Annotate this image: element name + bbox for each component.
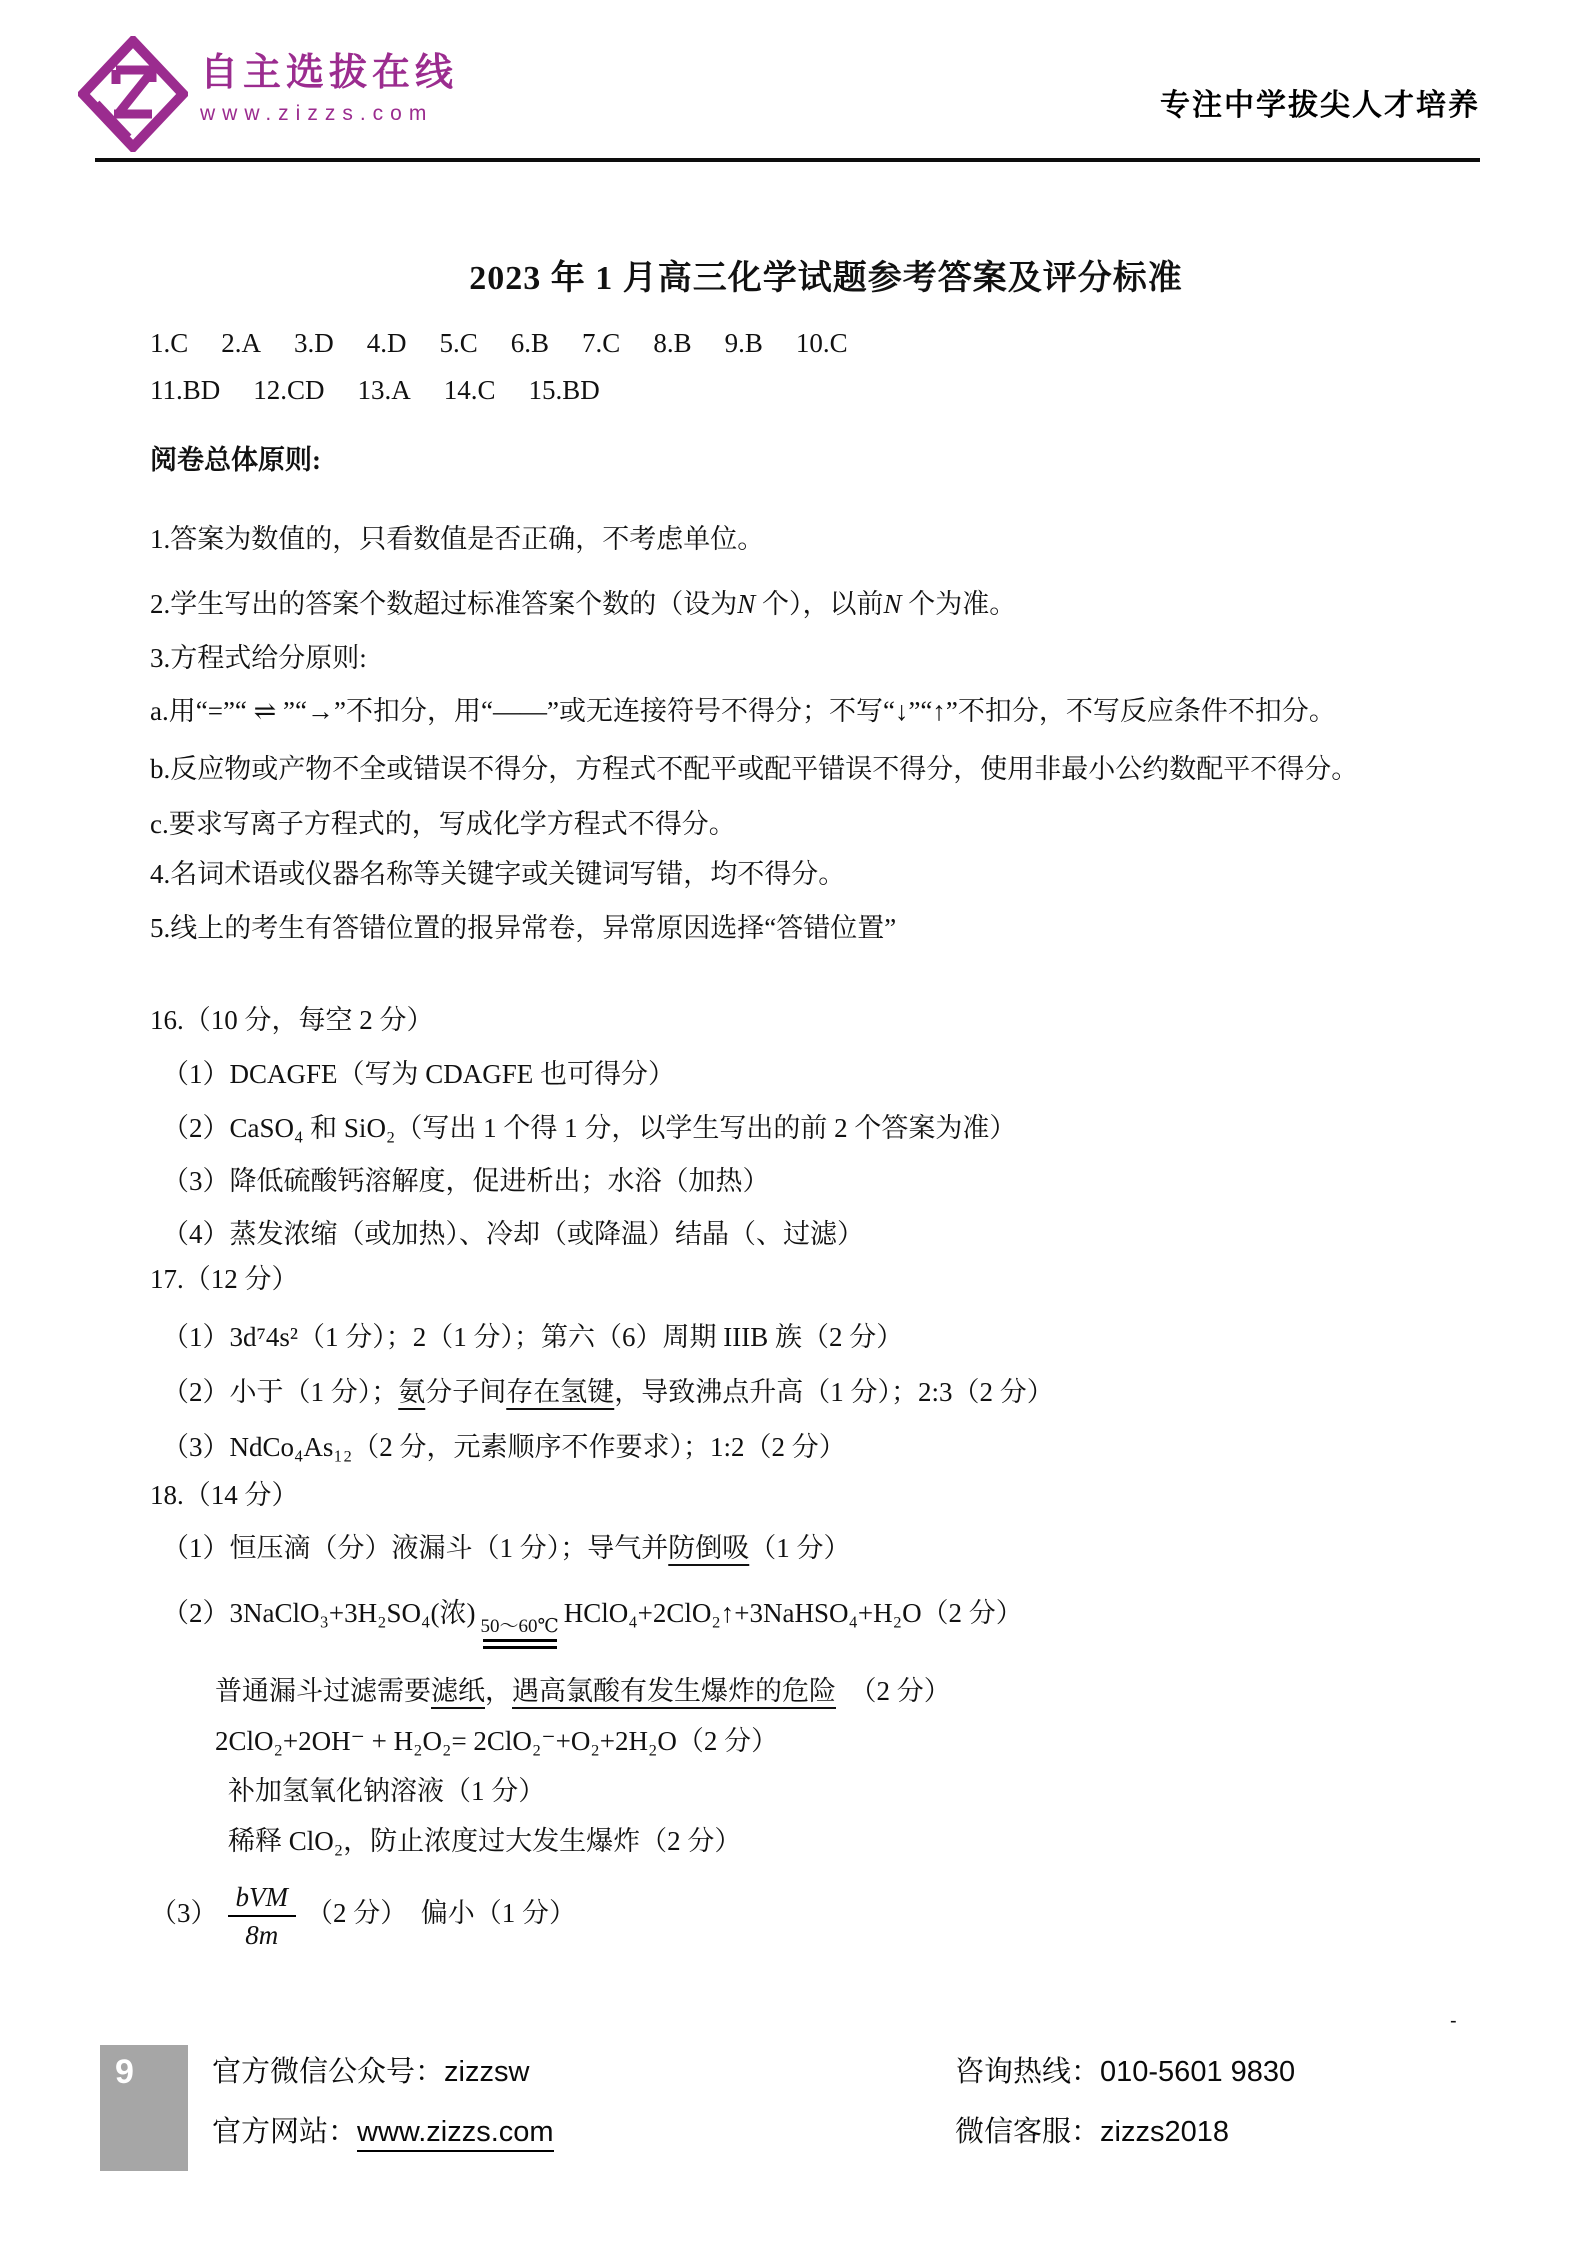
hotline-value: 010-5601 9830 [1100,2056,1296,2088]
reaction-condition: 50～60℃ [480,1616,559,1637]
diamond-logo-icon [78,36,188,152]
underlined-keyword: 遇高氯酸有发生爆炸的危险 [512,1676,836,1706]
q16-item-3: （3）降低硫酸钙溶解度，促进析出；水浴（加热） [162,1166,770,1196]
grading-rule-3c: c.要求写离子方程式的，写成化学方程式不得分。 [150,809,736,839]
header-tagline: 专注中学拔尖人才培养 [1160,89,1480,122]
text-segment: （1）恒压滴（分）液漏斗（1 分）；导气并 [162,1533,669,1563]
underlined-keyword: 存在氢键 [506,1377,615,1407]
header-divider [95,158,1480,162]
answer-item: 14.C [443,375,496,405]
page-number-block [100,2045,188,2171]
equation-right: HClO₄+2ClO₂↑+3NaHSO₄+H₂O（2 分） [563,1598,1023,1628]
brand-text-block [200,36,458,126]
service-value: zizzs2018 [1100,2116,1229,2148]
stray-dash-mark: - [1450,2010,1457,2032]
q18-equation [162,1595,1502,1649]
q18-item-1 [162,1530,1502,1567]
double-bar [483,1639,557,1649]
page-title: 2023 年 1 月高三化学试题参考答案及评分标准 [469,260,1183,297]
answer-item: 12.CD [253,375,325,405]
brand-logo-icon [78,36,188,152]
fraction-numerator: bVM [228,1882,296,1917]
underlined-keyword: 氨 [398,1377,426,1407]
text-segment: 个为准。 [901,589,1017,619]
wechat-value: zizzsw [444,2056,530,2088]
wechat-label: 官方微信公众号： [212,2056,445,2088]
q18-dilute-note: 稀释 ClO₂，防止浓度过大发生爆炸（2 分） [228,1826,742,1856]
document-body [0,256,1587,1950]
answer-item: 2.A [221,328,262,358]
answer-item: 4.D [366,328,407,358]
text-segment: ， [485,1676,512,1706]
footer-service-line [955,2114,1295,2150]
footer-site-line [212,2114,554,2150]
q18-item-3 [150,1882,1502,1950]
q17-item-3: （3）NdCo₄As₁₂（2 分，元素顺序不作要求）；1:2（2 分） [162,1432,846,1462]
answer-item: 7.C [582,328,621,358]
q18-add-naoh: 补加氢氧化钠溶液（1 分） [228,1776,546,1806]
variable-n: N [737,589,756,619]
answer-item: 1.C [150,328,189,358]
brand-url: www.zizzs.com [200,102,434,125]
answer-item: 10.C [795,328,848,358]
fraction [228,1882,296,1950]
answer-item: 8.B [653,328,692,358]
grading-rule-5: 5.线上的考生有答错位置的报异常卷，异常原因选择“答错位置” [150,913,897,943]
underlined-keyword: 滤纸 [431,1676,485,1706]
item-label: （3） [150,1898,218,1929]
answer-item: 13.A [357,375,411,405]
variable-n: N [883,589,902,619]
answer-item: 15.BD [528,375,600,405]
grading-rule-3b: b.反应物或产物不全或错误不得分，方程式不配平或配平错误不得分，使用非最小公约数配平不得分。 [150,754,1359,784]
answer-row-1 [150,328,1502,359]
text-segment: 分子间 [425,1377,507,1407]
page-header [0,0,1587,152]
footer-right-column [955,2054,1295,2150]
text-segment: ，导致沸点升高（1 分）；2:3（2 分） [614,1377,1054,1407]
text-segment: （2）小于（1 分）； [162,1377,399,1407]
page-number: 9 [115,2053,134,2091]
equation-left: （2）3NaClO₃+3H₂SO₄(浓) [162,1598,476,1628]
grading-rule-1: 1.答案为数值的，只看数值是否正确，不考虑单位。 [150,524,765,554]
text-segment: 个），以前 [755,589,884,619]
q16-item-2: （2）CaSO₄ 和 SiO₂（写出 1 个得 1 分，以学生写出的前 2 个答案为准） [162,1113,1017,1143]
fraction-denominator: 8m [245,1920,279,1950]
site-label: 官方网站： [212,2116,358,2148]
q17-item-2 [162,1374,1502,1411]
footer-wechat-line [212,2054,554,2090]
brand-name: 自主选拔在线 [200,52,459,94]
answer-item: 5.C [439,328,478,358]
underlined-keyword: 防倒吸 [668,1533,750,1563]
answer-item: 11.BD [150,375,221,405]
answer-item: 3.D [294,328,334,358]
answer-item: 6.B [510,328,550,358]
text-segment: （1 分） [749,1533,851,1563]
q18-filter-note [215,1673,1502,1710]
footer-hotline-line [955,2054,1295,2090]
text-segment: （2 分） 偏小（1 分） [305,1898,576,1929]
grading-heading: 阅卷总体原则: [150,445,321,475]
reaction-condition-arrow [480,1616,558,1649]
grading-rule-4: 4.名词术语或仪器名称等关键字或关键词写错，均不得分。 [150,859,846,889]
q18-ionic-equation: 2ClO₂+2OH⁻ + H₂O₂= 2ClO₂⁻+O₂+2H₂O（2 分） [215,1726,779,1756]
q17-heading: 17.（12 分） [150,1264,299,1294]
site-link[interactable]: www.zizzs.com [357,2116,554,2152]
q16-item-1: （1）DCAGFE（写为 CDAGFE 也可得分） [162,1059,676,1089]
answer-row-2 [150,375,1502,406]
grading-rule-3a: a.用“=”“ ⇌ ”“→”不扣分，用“——”或无连接符号不得分；不写“↓”“↑”不扣分，不写反应条件不扣分。 [150,696,1336,726]
q16-item-4: （4）蒸发浓缩（或加热）、冷却（或降温）结晶（、过滤） [162,1219,864,1249]
q17-item-1: （1）3d⁷4s²（1 分）；2（1 分）；第六（6）周期 IIIB 族（2 分） [162,1322,904,1352]
text-segment: 普通漏斗过滤需要 [215,1676,431,1706]
hotline-label: 咨询热线： [955,2056,1101,2088]
grading-rule-3: 3.方程式给分原则: [150,643,367,673]
q18-heading: 18.（14 分） [150,1480,299,1510]
service-label: 微信客服： [955,2116,1101,2148]
text-segment: （2 分） [836,1676,951,1706]
footer-left-column [212,2054,554,2150]
answer-item: 9.B [724,328,763,358]
text-segment: 2.学生写出的答案个数超过标准答案个数的（设为 [150,589,738,619]
grading-rule-2 [150,586,1502,623]
q16-heading: 16.（10 分，每空 2 分） [150,1005,434,1035]
